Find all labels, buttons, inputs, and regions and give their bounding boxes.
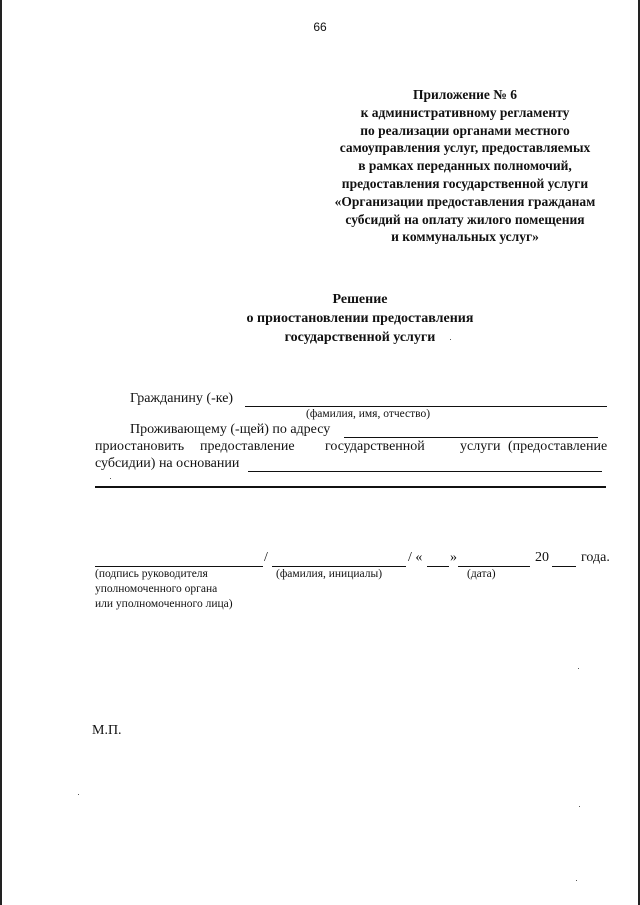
signature-caption [95,567,233,612]
scan-speck [110,478,111,479]
year-field [552,566,576,567]
citizen-name-caption: (фамилия, имя, отчество) [306,408,431,420]
signature-caption-line: (подпись руководителя [95,568,208,580]
scan-speck [78,794,79,795]
appendix-line: самоуправления услуг, предоставляемых [339,140,591,156]
page-number: 66 [313,20,327,34]
suspend-word: (предоставление [508,439,608,454]
title-line: о приостановлении предоставления [246,311,474,326]
title-line: государственной услуги [284,330,436,345]
address-label: Проживающему (-щей) по адресу [130,422,331,437]
name-caption: (фамилия, инициалы) [276,568,383,580]
scan-edge-left [0,0,2,905]
scan-speck [578,668,579,669]
stamp-place: М.П. [92,723,122,738]
suspend-word: государственной [325,439,425,454]
day-field [427,566,449,567]
signature-caption-line: или уполномоченного лица) [95,598,233,610]
year-prefix: 20 [535,550,549,565]
date-close-quote: » [450,550,457,565]
appendix-line: Приложение № 6 [413,87,517,102]
appendix-line: к административному регламенту [360,104,570,120]
appendix-line: в рамках переданных полномочий, [358,158,572,174]
scan-speck [450,339,451,340]
basis-field [248,471,602,472]
slash-separator: / [264,550,268,565]
appendix-header [300,86,630,246]
appendix-line: по реализации органами местного [360,122,570,138]
title-line: Решение [332,292,388,307]
year-suffix: года. [581,550,610,565]
date-open-quote: / « [408,550,423,565]
scan-speck [579,806,580,807]
decision-title [0,290,640,347]
date-caption: (дата) [467,568,496,580]
appendix-line: субсидий на оплату жилого помещения [345,211,585,227]
basis-label: субсидии) на основании [95,456,240,471]
signature-caption-line: уполномоченного органа [95,583,218,595]
scan-speck [576,880,577,881]
address-field [344,437,598,438]
basis-field-continuation [95,486,606,488]
suspend-word: услуги [460,439,501,454]
suspend-word: приостановить [95,439,185,454]
suspend-word: предоставление [200,439,295,454]
appendix-line: и коммунальных услуг» [391,229,539,245]
appendix-line: предоставления государственной услуги [341,175,589,191]
citizen-label: Гражданину (-ке) [130,391,234,406]
appendix-line: «Организации предоставления гражданам [334,193,596,209]
